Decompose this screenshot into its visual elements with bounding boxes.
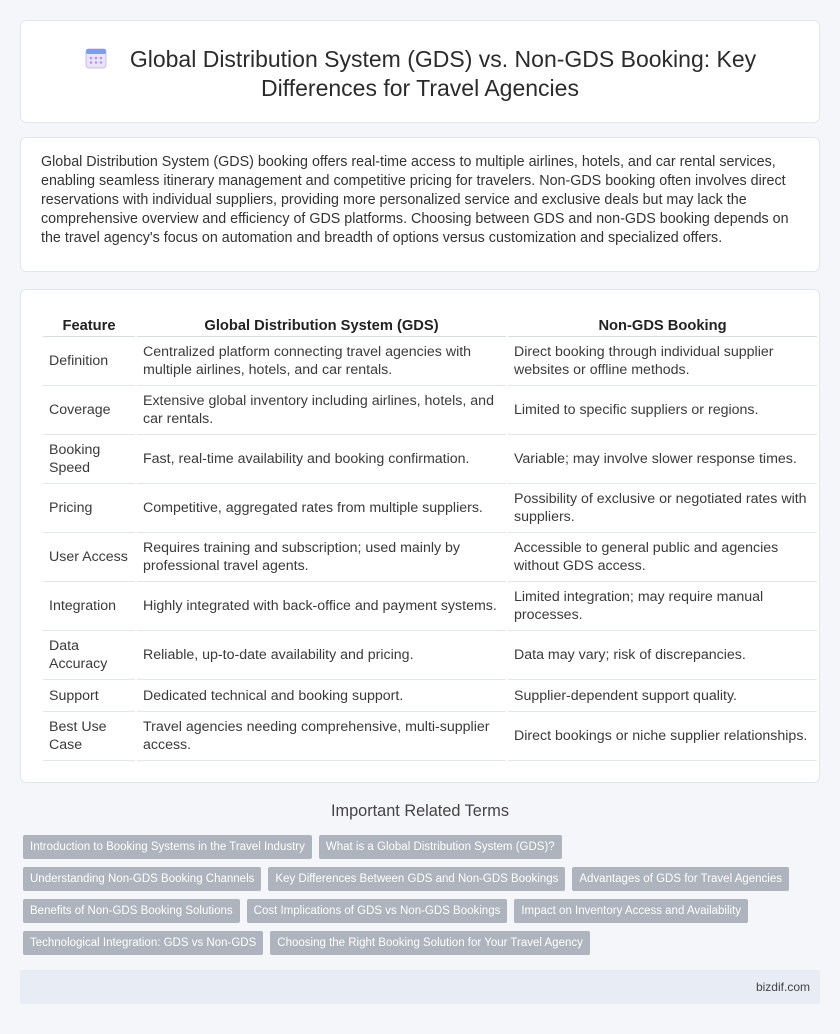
cell-gds: Centralized platform connecting travel agencies with multiple airlines, hotels, and car rentals. — [137, 337, 506, 386]
cell-non-gds: Accessible to general public and agencies without GDS access. — [508, 533, 817, 582]
related-term-tag[interactable]: What is a Global Distribution System (GDS)? — [319, 835, 562, 859]
tag-row — [23, 899, 748, 923]
related-terms-title: Important Related Terms — [331, 802, 509, 820]
intro-card — [20, 137, 820, 272]
table-row — [43, 712, 817, 761]
cell-gds: Dedicated technical and booking support. — [137, 680, 506, 712]
cell-non-gds: Possibility of exclusive or negotiated rates with suppliers. — [508, 484, 817, 533]
related-term-tag[interactable]: Technological Integration: GDS vs Non-GDS — [23, 931, 263, 955]
cell-non-gds: Direct booking through individual supplier websites or offline methods. — [508, 337, 817, 386]
comparison-table — [41, 312, 819, 761]
cell-gds: Competitive, aggregated rates from multiple suppliers. — [137, 484, 506, 533]
cell-gds: Requires training and subscription; used mainly by professional travel agents. — [137, 533, 506, 582]
cell-feature: Coverage — [43, 386, 135, 435]
table-row — [43, 435, 817, 484]
related-term-tag[interactable]: Cost Implications of GDS vs Non-GDS Bookings — [247, 899, 508, 923]
related-term-tag[interactable]: Choosing the Right Booking Solution for Your Travel Agency — [270, 931, 590, 955]
table-header-row — [43, 312, 817, 337]
cell-feature: Pricing — [43, 484, 135, 533]
cell-gds: Reliable, up-to-date availability and pricing. — [137, 631, 506, 680]
tag-row — [23, 931, 590, 955]
cell-gds: Fast, real-time availability and booking confirmation. — [137, 435, 506, 484]
footer-site-link[interactable]: bizdif.com — [755, 980, 810, 994]
cell-feature: Definition — [43, 337, 135, 386]
table-row — [43, 484, 817, 533]
table-row — [43, 386, 817, 435]
cell-gds: Extensive global inventory including airlines, hotels, and car rentals. — [137, 386, 506, 435]
related-term-tag[interactable]: Impact on Inventory Access and Availability — [514, 899, 748, 923]
header-feature: Feature — [43, 312, 135, 337]
cell-non-gds: Data may vary; risk of discrepancies. — [508, 631, 817, 680]
cell-feature: User Access — [43, 533, 135, 582]
comparison-card — [20, 289, 820, 783]
cell-gds: Highly integrated with back-office and payment systems. — [137, 582, 506, 631]
cell-feature: Best Use Case — [43, 712, 135, 761]
cell-non-gds: Limited integration; may require manual processes. — [508, 582, 817, 631]
header-card — [20, 20, 820, 123]
header-non-gds: Non-GDS Booking — [508, 312, 817, 337]
tag-row — [23, 835, 562, 859]
tag-row — [23, 867, 789, 891]
table-row — [43, 337, 817, 386]
header-gds: Global Distribution System (GDS) — [137, 312, 506, 337]
calendar-icon — [84, 46, 108, 70]
cell-feature: Support — [43, 680, 135, 712]
related-term-tag[interactable]: Introduction to Booking Systems in the Travel Industry — [23, 835, 312, 859]
cell-feature: Booking Speed — [43, 435, 135, 484]
related-term-tag[interactable]: Understanding Non-GDS Booking Channels — [23, 867, 261, 891]
cell-non-gds: Supplier-dependent support quality. — [508, 680, 817, 712]
cell-gds: Travel agencies needing comprehensive, multi-supplier access. — [137, 712, 506, 761]
footer — [20, 970, 820, 1004]
table-row — [43, 533, 817, 582]
page-title-wrap — [21, 45, 819, 103]
cell-non-gds: Variable; may involve slower response times. — [508, 435, 817, 484]
related-term-tag[interactable]: Benefits of Non-GDS Booking Solutions — [23, 899, 240, 923]
cell-feature: Data Accuracy — [43, 631, 135, 680]
related-term-tag[interactable]: Advantages of GDS for Travel Agencies — [572, 867, 789, 891]
cell-non-gds: Direct bookings or niche supplier relationships. — [508, 712, 817, 761]
intro-paragraph: Global Distribution System (GDS) booking offers real-time access to multiple airlines, hotels, and car rental services, enabling seamless itinerary management and competitive pricing for travelers. Non-GDS booking often involves direct reservations with individual suppliers, providing more personalized service and exclusive deals but may lack the comprehensive overview and efficiency of GDS platforms. Choosing between GDS and non-GDS booking depends on the travel agency's focus on automation and breadth of options versus customization and specialized offers. — [41, 154, 789, 246]
cell-non-gds: Limited to specific suppliers or regions. — [508, 386, 817, 435]
table-row — [43, 680, 817, 712]
cell-feature: Integration — [43, 582, 135, 631]
table-row — [43, 631, 817, 680]
table-row — [43, 582, 817, 631]
related-term-tag[interactable]: Key Differences Between GDS and Non-GDS Bookings — [268, 867, 565, 891]
page-title: Global Distribution System (GDS) vs. Non-GDS Booking: Key Differences for Travel Agencies — [129, 46, 757, 101]
